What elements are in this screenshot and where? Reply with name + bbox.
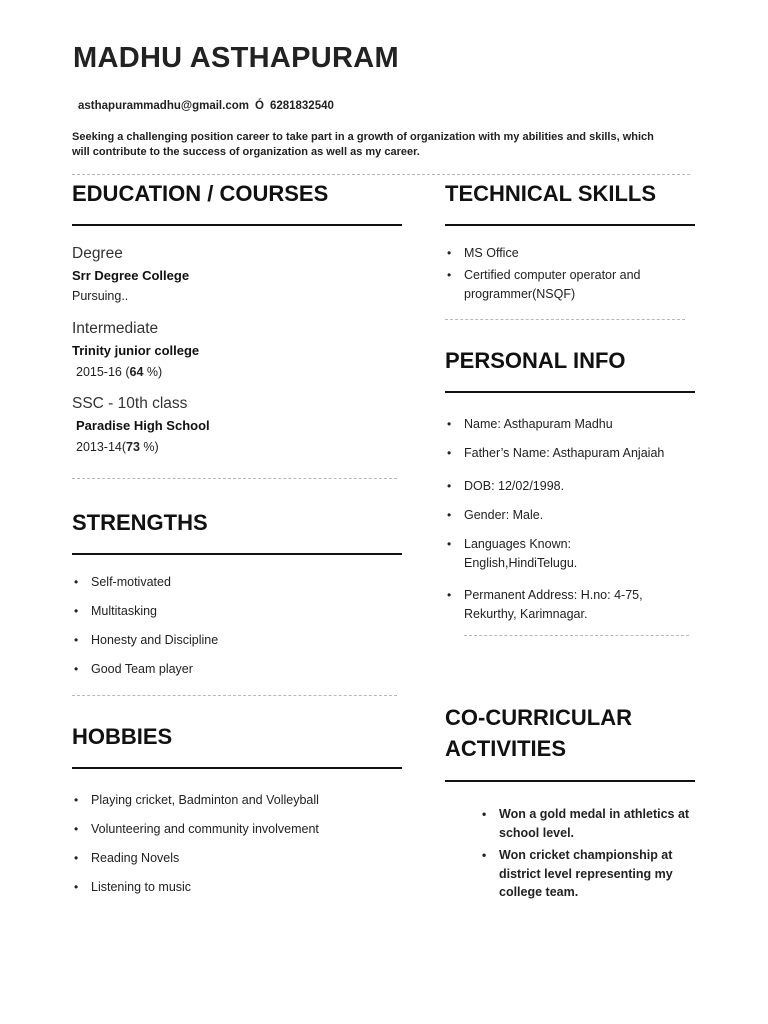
hobby-item: • Reading Novels [74,851,180,865]
education-level: SSC - 10th class [72,395,188,412]
skill-item: • MS Office [447,246,519,260]
strength-item: • Good Team player [74,662,193,676]
hobby-item: • Playing cricket, Badminton and Volleyball [74,793,319,807]
personal-info-rule [445,391,695,393]
education-detail: Pursuing.. [72,289,129,303]
education-heading: EDUCATION / COURSES [72,181,329,206]
strengths-rule [72,553,402,555]
personal-info-item: • Languages Known: English,HindiTelugu. [447,537,578,570]
personal-info-item: • Permanent Address: H.no: 4-75, Rekurthy, Karimnagar. [447,588,643,621]
personal-info-heading: PERSONAL INFO [445,348,626,373]
activity-item: • Won cricket championship at district level representing my college team. [482,848,673,899]
activity-item: • Won a gold medal in athletics at school level. [482,807,690,840]
education-institution: Trinity junior college [72,343,200,358]
education-level: Intermediate [72,320,159,337]
contact-line [78,100,340,112]
skill-item: • Certified computer operator and programmer(NSQF) [447,268,641,301]
education-detail: 2013-14(73 %) [76,440,159,454]
hobby-item: • Volunteering and community involvement [74,822,319,836]
section-divider [72,695,397,696]
personal-info-item: • DOB: 12/02/1998. [447,479,565,493]
hobbies-rule [72,767,402,769]
strengths-heading: STRENGTHS [72,510,208,535]
education-detail: 2015-16 (64 %) [76,365,163,379]
personal-info-item: • Father’s Name: Asthapuram Anjaiah [447,446,665,460]
strength-item: • Multitasking [74,604,157,618]
personal-info-item: • Name: Asthapuram Madhu [447,417,613,431]
education-institution: Paradise High School [76,418,210,433]
phone-text: 6281832540 [269,100,334,112]
phone-icon: Ó [254,100,264,112]
co-curricular-heading: CO-CURRICULAR ACTIVITIES [445,705,632,761]
section-divider [464,635,689,636]
section-divider [72,478,397,479]
objective-text: Seeking a challenging position career to take part in a growth of organization with my abilities and skills, which will contribute to the success of organization as well as my career. [72,131,654,158]
hobby-item: • Listening to music [74,880,192,894]
technical-skills-heading: TECHNICAL SKILLS [445,181,657,206]
education-institution: Srr Degree College [72,268,190,283]
header-divider [72,174,690,175]
hobbies-heading: HOBBIES [72,724,173,749]
co-curricular-rule [445,780,695,782]
strength-item: • Self-motivated [74,575,171,589]
education-level: Degree [72,245,123,262]
section-divider [445,319,685,320]
strength-item: • Honesty and Discipline [74,633,219,647]
candidate-name: MADHU ASTHAPURAM [73,42,399,74]
education-rule [72,224,402,226]
personal-info-item: • Gender: Male. [447,508,544,522]
technical-skills-rule [445,224,695,226]
email-text[interactable]: asthapurammadhu@gmail.com [78,100,249,112]
